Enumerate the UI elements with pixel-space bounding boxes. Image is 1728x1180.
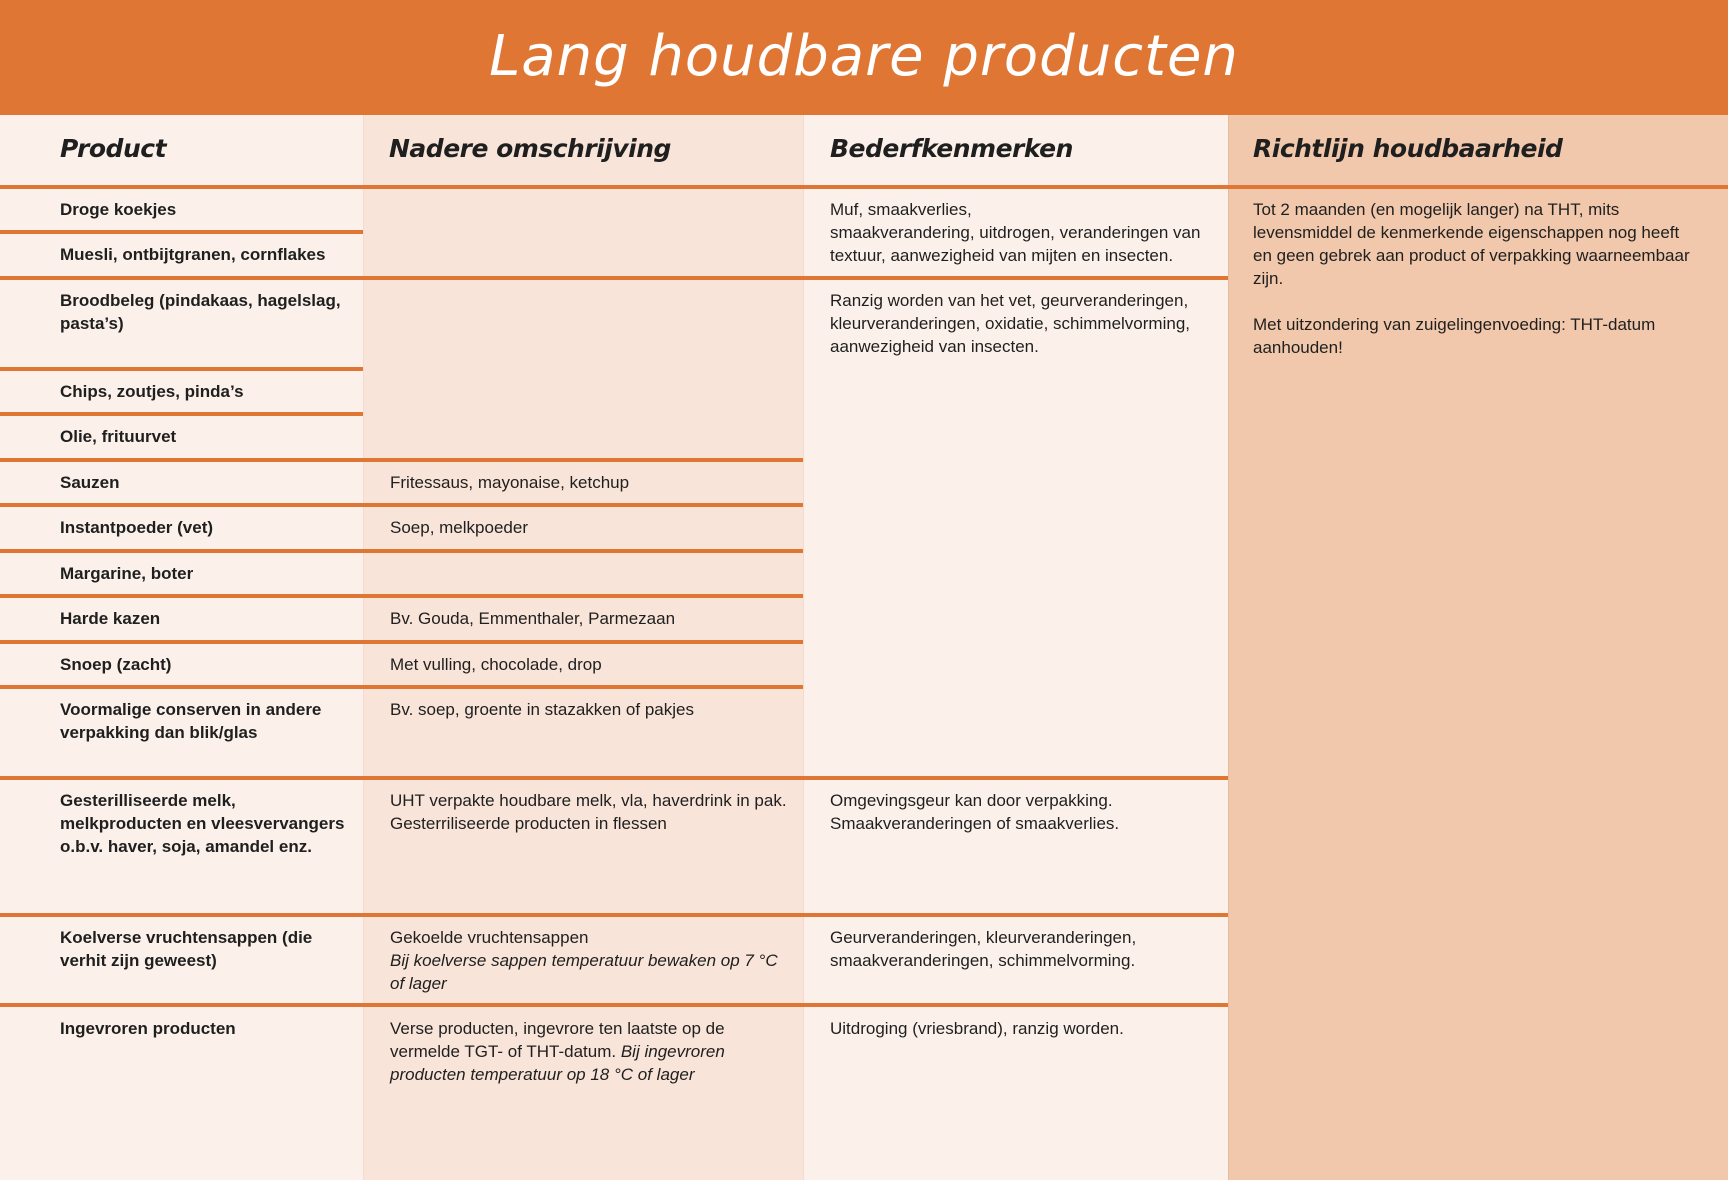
row-divider bbox=[0, 640, 803, 644]
guideline-paragraph: Tot 2 maanden (en mogelijk langer) na THT, mits levensmiddel de kenmerkende eigenschappen nog heeft en geen gebrek aan product of verpakking waarneembaar zijn. bbox=[1253, 200, 1690, 288]
product-description bbox=[390, 926, 790, 995]
product-name: Sauzen bbox=[60, 473, 120, 492]
row-divider bbox=[0, 549, 803, 553]
spoilage-characteristics: Muf, smaakverlies, smaakverandering, uitdrogen, veranderingen van textuur, aanwezigheid van mijten en insecten. bbox=[830, 200, 1201, 265]
header-divider bbox=[0, 185, 1728, 189]
row-divider bbox=[0, 458, 803, 462]
product-name: Ingevroren producten bbox=[60, 1019, 236, 1038]
row-divider bbox=[0, 367, 363, 371]
product-name: Gesterilliseerde melk, melkproducten en vleesvervangers o.b.v. haver, soja, amandel enz. bbox=[60, 791, 345, 856]
product-name: Droge koekjes bbox=[60, 200, 177, 219]
product-name: Margarine, boter bbox=[60, 564, 194, 583]
product-description: Soep, melkpoeder bbox=[390, 518, 528, 537]
description-note: Bij koelverse sappen temperatuur bewaken op 7 °C of lager bbox=[390, 951, 778, 993]
product-description: Bv. soep, groente in stazakken of pakjes bbox=[390, 700, 694, 719]
product-description bbox=[390, 1017, 790, 1086]
title-banner bbox=[0, 0, 1728, 115]
shelf-life-guideline bbox=[1253, 198, 1693, 359]
product-name: Snoep (zacht) bbox=[60, 655, 172, 674]
product-description: Fritessaus, mayonaise, ketchup bbox=[390, 473, 630, 492]
row-divider bbox=[0, 230, 363, 234]
column-header-spoilage: Bederfkenmerken bbox=[830, 134, 1073, 163]
page-title: Lang houdbare producten bbox=[489, 24, 1239, 89]
row-divider bbox=[0, 913, 1228, 917]
spoilage-characteristics: Uitdroging (vriesbrand), ranzig worden. bbox=[830, 1019, 1124, 1038]
row-divider bbox=[0, 1003, 1228, 1007]
row-divider bbox=[0, 685, 803, 689]
product-name: Harde kazen bbox=[60, 609, 161, 628]
description-note: Bij ingevroren producten temperatuur op 18 °C of lager bbox=[390, 1042, 725, 1084]
row-divider bbox=[0, 776, 1228, 780]
product-name: Koelverse vruchtensappen (die verhit zijn geweest) bbox=[60, 928, 313, 970]
guideline-exception: Met uitzondering van zuigelingenvoeding: THT-datum aanhouden! bbox=[1253, 315, 1656, 357]
column-header-description: Nadere omschrijving bbox=[389, 134, 671, 163]
row-divider bbox=[0, 276, 1228, 280]
spoilage-characteristics: Ranzig worden van het vet, geurveranderingen, kleurveranderingen, oxidatie, schimmelvorming, aanwezigheid van insecten. bbox=[830, 291, 1190, 356]
product-name: Olie, frituurvet bbox=[60, 427, 177, 446]
spoilage-characteristics: Geurveranderingen, kleurveranderingen, smaakveranderingen, schimmelvorming. bbox=[830, 928, 1137, 970]
spoilage-characteristics: Omgevingsgeur kan door verpakking. Smaakveranderingen of smaakverlies. bbox=[830, 791, 1120, 833]
product-name: Chips, zoutjes, pinda’s bbox=[60, 382, 244, 401]
product-name: Muesli, ontbijtgranen, cornflakes bbox=[60, 245, 326, 264]
product-description: Met vulling, chocolade, drop bbox=[390, 655, 602, 674]
product-name: Broodbeleg (pindakaas, hagelslag, pasta’s) bbox=[60, 291, 341, 333]
product-name: Instantpoeder (vet) bbox=[60, 518, 214, 537]
product-name: Voormalige conserven in andere verpakking dan blik/glas bbox=[60, 700, 322, 742]
row-divider bbox=[0, 594, 803, 598]
description-text: Gekoelde vruchtensappen bbox=[390, 928, 589, 947]
column-header-product: Product bbox=[60, 134, 167, 163]
column-header-guideline: Richtlijn houdbaarheid bbox=[1253, 134, 1563, 163]
row-divider bbox=[0, 503, 803, 507]
row-divider bbox=[0, 412, 363, 416]
description-text: Verse producten, ingevrore ten laatste op de vermelde TGT- of THT-datum. bbox=[390, 1019, 725, 1061]
product-description: Bv. Gouda, Emmenthaler, Parmezaan bbox=[390, 609, 676, 628]
product-description: UHT verpakte houdbare melk, vla, haverdrink in pak. Gesterriliseerde producten in flessen bbox=[390, 791, 787, 833]
